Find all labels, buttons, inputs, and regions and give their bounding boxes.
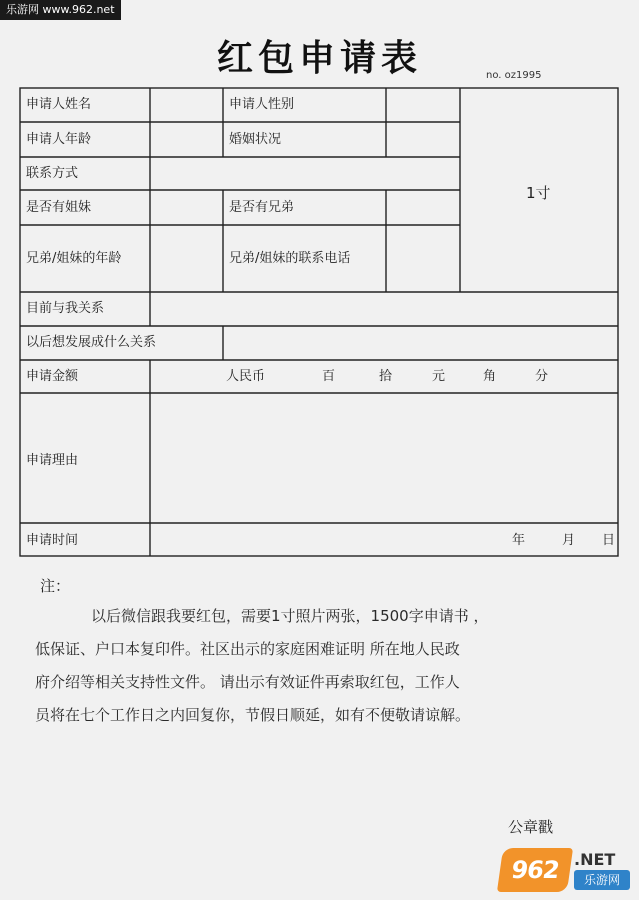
label-future-relation: 以后想发展成什么关系 [26, 335, 157, 350]
label-current-relation: 目前与我关系 [26, 301, 105, 316]
notes-body [35, 600, 615, 732]
amount-unit-ten: 拾 [379, 369, 393, 384]
label-has-sisters: 是否有姐妹 [26, 200, 92, 215]
logo-number: 962 [497, 848, 573, 892]
label-marital-status: 婚姻状况 [229, 132, 282, 147]
label-applicant-name: 申请人姓名 [26, 97, 92, 112]
date-unit-year: 年 [512, 533, 526, 548]
logo-cn-name: 乐游网 [574, 870, 630, 890]
amount-unit-hundred: 百 [322, 369, 336, 384]
label-sibling-phone: 兄弟/姐妹的联系电话 [229, 251, 351, 266]
site-logo [500, 848, 632, 894]
notes-label: 注： [40, 577, 71, 595]
label-applicant-gender: 申请人性别 [229, 97, 295, 112]
amount-unit-rmb: 人民币 [226, 369, 266, 384]
logo-domain: .NET [574, 850, 616, 869]
amount-unit-jiao: 角 [483, 369, 497, 384]
form-number: no. oz1995 [486, 70, 542, 81]
notes-line: 员将在七个工作日之内回复你，节假日顺延，如有不便敬请谅解。 [35, 706, 471, 724]
amount-unit-fen: 分 [535, 369, 549, 384]
label-reason: 申请理由 [26, 453, 79, 468]
label-applicant-age: 申请人年龄 [26, 132, 92, 147]
notes-line: 府介绍等相关支持性文件。 请出示有效证件再索取红包，工作人 [35, 673, 460, 691]
official-seal-label: 公章戳 [508, 818, 554, 836]
site-watermark: 乐游网 www.962.net [0, 0, 121, 20]
date-unit-month: 月 [562, 533, 576, 548]
label-sibling-age: 兄弟/姐妹的年龄 [26, 251, 122, 266]
label-contact: 联系方式 [26, 166, 79, 181]
label-date: 申请时间 [26, 533, 79, 548]
label-has-brothers: 是否有兄弟 [229, 200, 295, 215]
photo-placeholder: 1寸 [526, 184, 551, 202]
amount-unit-yuan: 元 [432, 369, 446, 384]
notes-line: 低保证、户口本复印件。社区出示的家庭困难证明 所在地人民政 [35, 640, 460, 658]
notes-line: 以后微信跟我要红包，需要1寸照片两张，1500字申请书 ， [91, 607, 489, 625]
label-amount: 申请金额 [26, 369, 79, 384]
form-title: 红包申请表 [216, 37, 422, 79]
date-unit-day: 日 [602, 533, 616, 548]
